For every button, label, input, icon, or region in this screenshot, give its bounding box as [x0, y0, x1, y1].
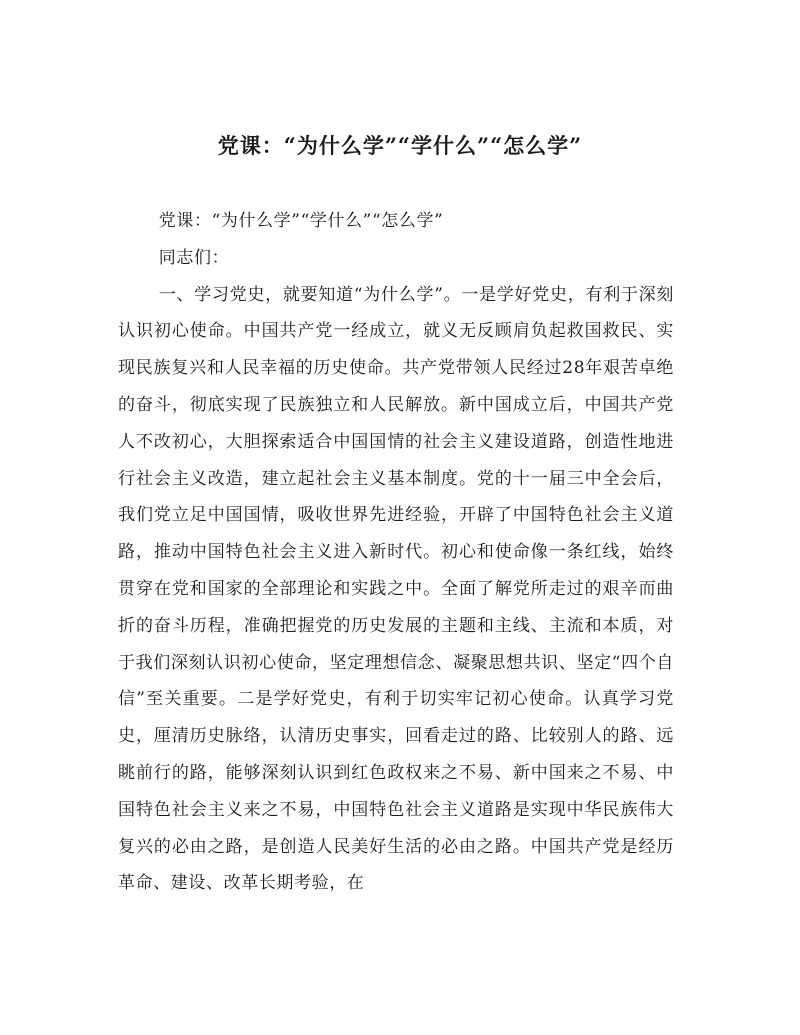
body-paragraph: 一、学习党史，就要知道“为什么学”。一是学好党史，有利于深刻认识初心使命。中国共产党一经成立，就义无反顾肩负起救国救民、实现民族复兴和人民幸福的历史使命。共产党带领人民经过28年艰苦卓绝的奋斗，彻底实现了民族独立和人民解放。新中国成立后，中国共产党人不改初心，大胆探索适合中国国情的社会主义建设道路，创造性地进行社会主义改造，建立起社会主义基本制度。党的十一届三中全会后，我们党立足中国国情，吸收世界先进经验，开辟了中国特色社会主义道路，推动中国特色社会主义进入新时代。初心和使命像一条红线，始终贯穿在党和国家的全部理论和实践之中。全面了解党所走过的艰辛而曲折的奋斗历程，准确把握党的历史发展的主题和主线、主流和本质，对于我们深刻认识初心使命，坚定理想信念、凝聚思想共识、坚定“四个自信”至关重要。二是学好党史，有利于切实牢记初心使命。认真学习党史，厘清历史脉络，认清历史事实，回看走过的路、比较别人的路、远眺前行的路，能够深刻认识到红色政权来之不易、新中国来之不易、中国特色社会主义来之不易，中国特色社会主义道路是实现中华民族伟大复兴的必由之路，是创造人民美好生活的必由之路。中国共产党是经历革命、建设、改革长期考验，在 — [118, 284, 674, 894]
document-body — [118, 203, 674, 902]
salutation-paragraph: 同志们： — [158, 247, 230, 268]
subtitle-paragraph: 党课：“为什么学”“学什么”“怎么学” — [158, 211, 444, 231]
document-title: 党课：“为什么学”“学什么”“怎么学” — [217, 133, 583, 158]
